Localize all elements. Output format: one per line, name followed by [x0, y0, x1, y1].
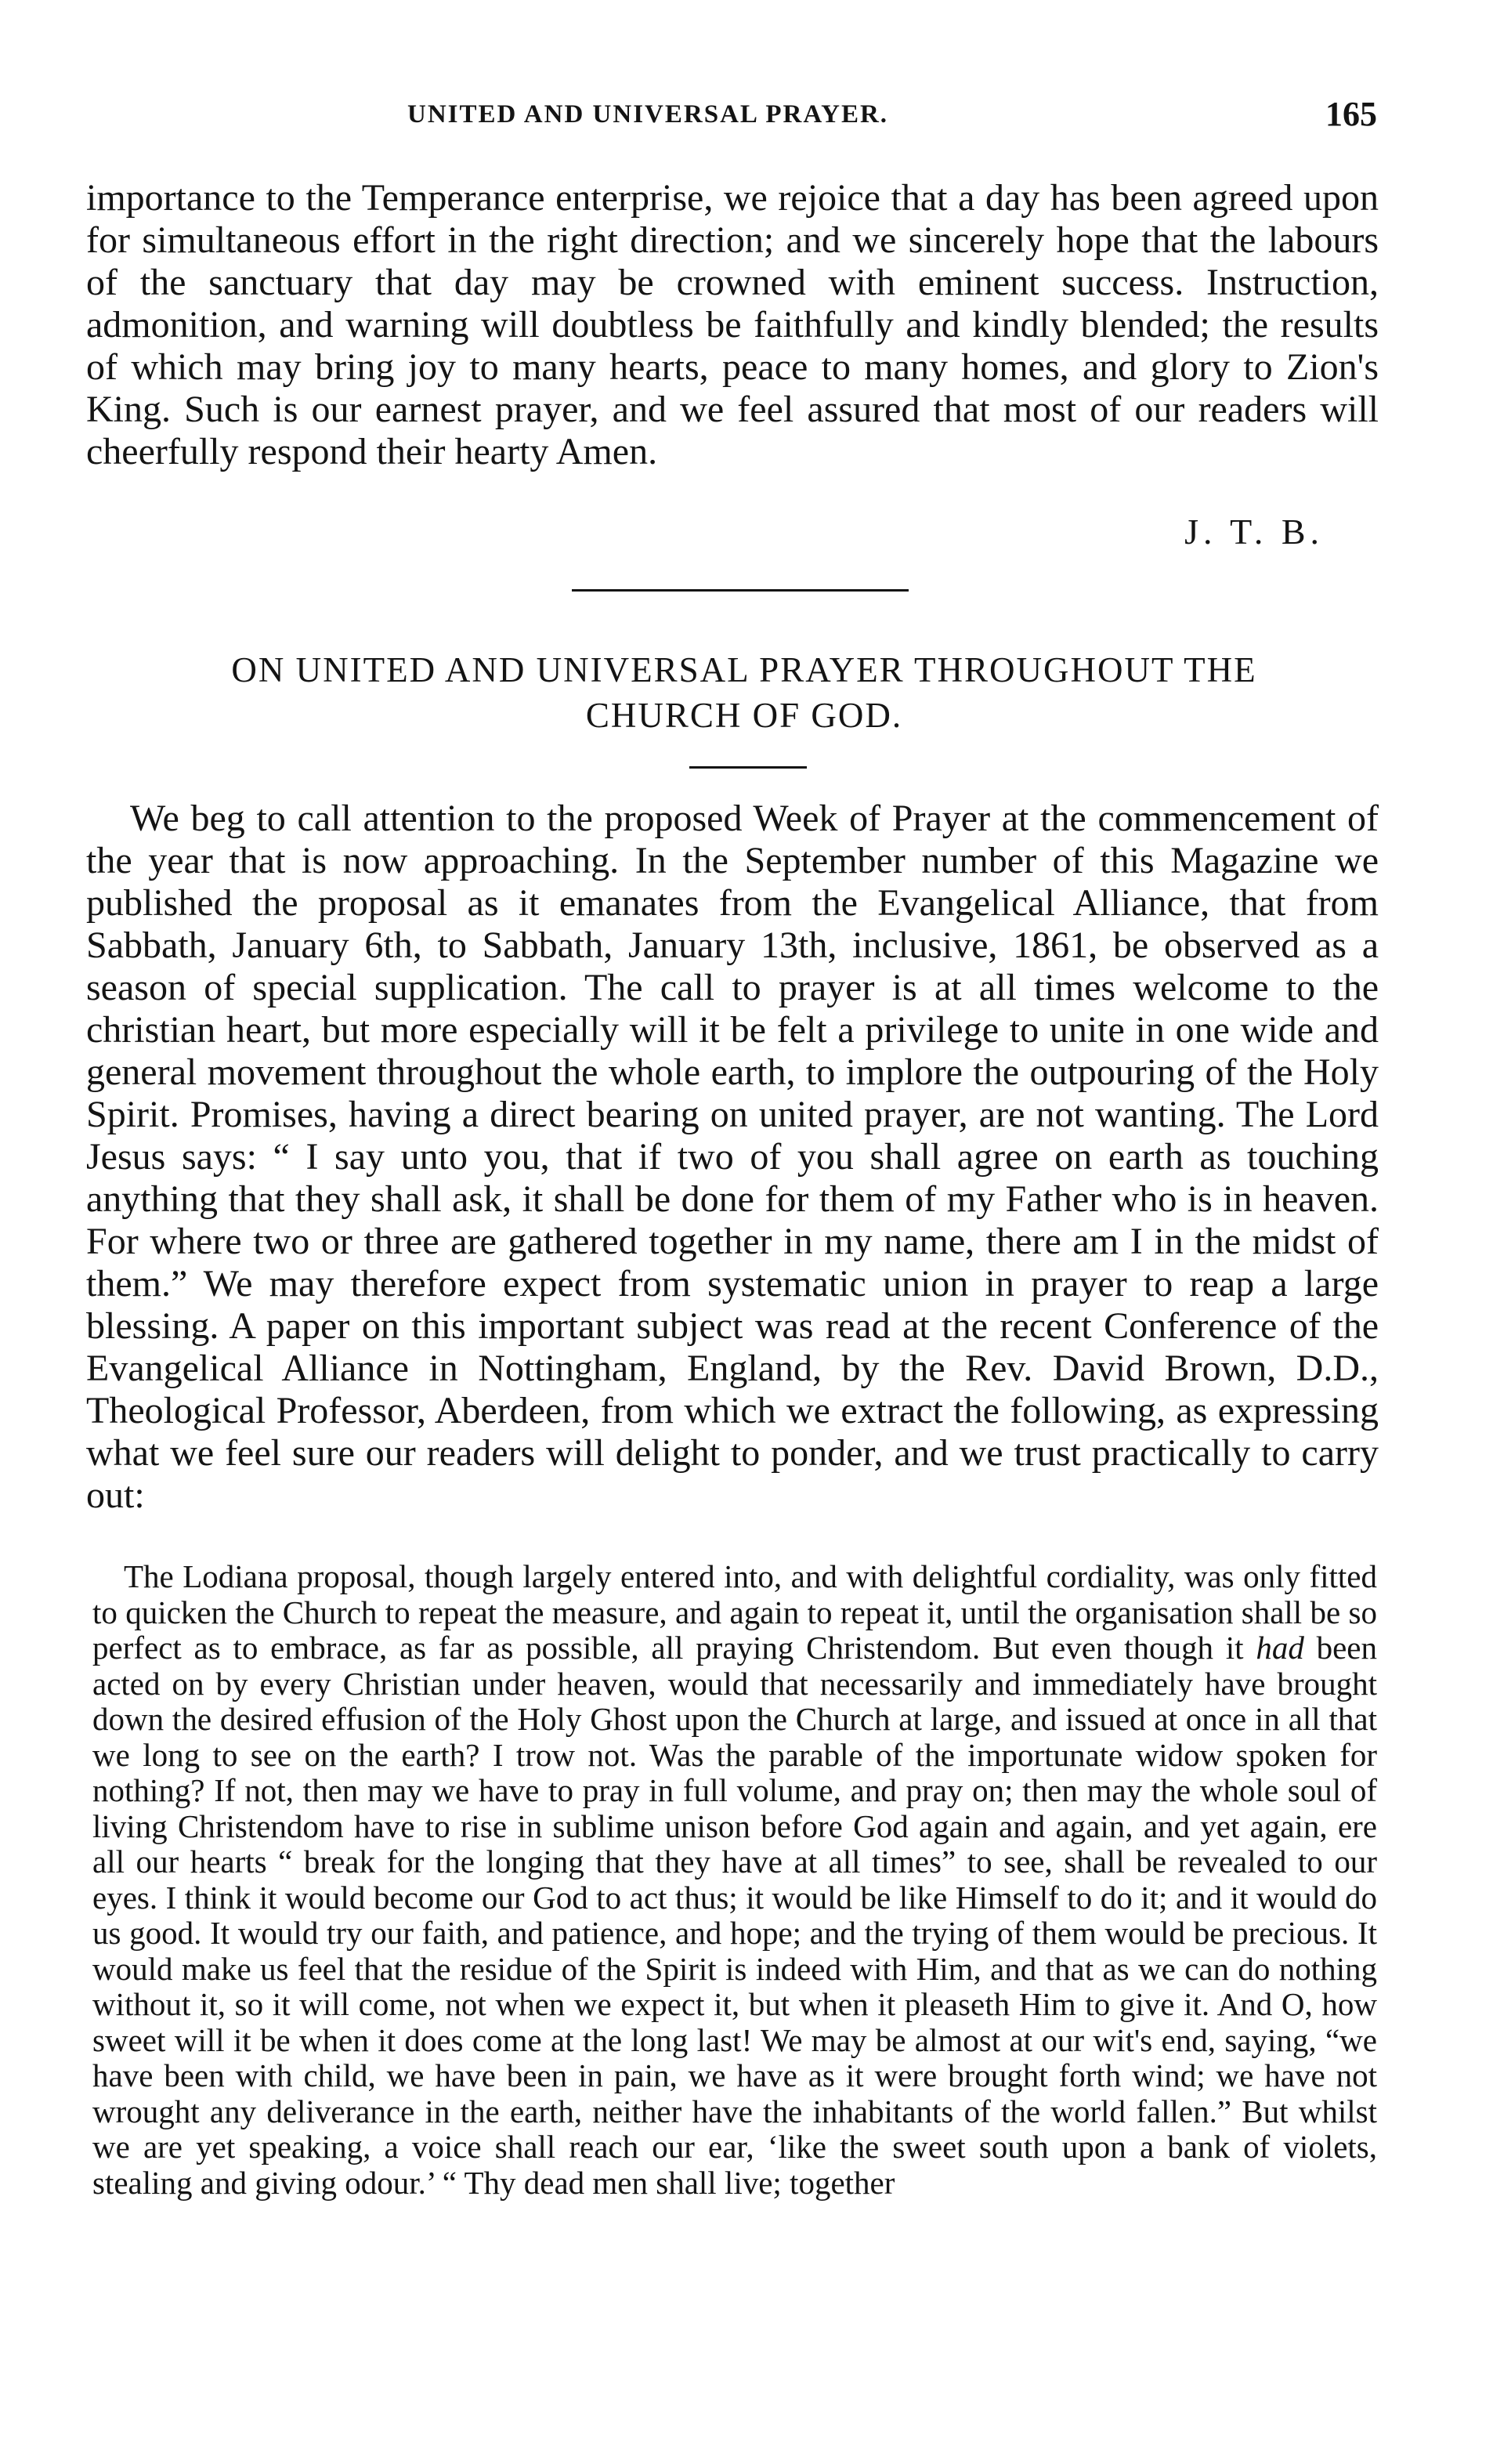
- previous-article-ending: [86, 177, 1379, 473]
- quote-text-1: The Lodiana proposal, though largely entered into, and with delightful cordiality, was only fitted to quicken the Church to repeat the measure, and again to repeat it, until the organisation shall be so perfect as to embrace, as far as possible, all praying Christendom. But even though it: [92, 1558, 1377, 1666]
- title-underline: [689, 766, 807, 769]
- article-title-line-1: ON UNITED AND UNIVERSAL PRAYER THROUGHOUT THE: [231, 650, 1257, 689]
- block-quote: [92, 1559, 1377, 2201]
- article-intro: [86, 798, 1379, 1517]
- author-signature: J. T. B.: [1184, 512, 1324, 552]
- intro-paragraph: We beg to call attention to the proposed Week of Prayer at the commencement of the year that is now approaching. In the September number of this Magazine we published the proposal as it emanates from the Evangelical Alliance, that from Sabbath, January 6th, to Sabbath, January 13th, inclusive, 1861, be observed as a season of special supplication. The call to prayer is at all times welcome to the christian heart, but more especially will it be felt a privilege to unite in one wide and general movement throughout the whole earth, to implore the outpouring of the Holy Spirit. Promises, having a direct bearing on united prayer, are not wanting. The Lord Jesus says: “ I say unto you, that if two of you shall agree on earth as touching anything that they shall ask, it shall be done for them of my Father who is in heaven. For where two or three are gathered together in my name, there am I in the midst of them.” We may therefore expect from systematic union in prayer to reap a large blessing. A paper on this important subject was read at the recent Conference of the Evangelical Alliance in Nottingham, England, by the Rev. David Brown, D.D., Theological Professor, Aberdeen, from which we extract the following, as expressing what we feel sure our readers will delight to ponder, and we trust practically to carry out:: [86, 798, 1379, 1516]
- previous-article-paragraph: importance to the Temperance enterprise, we rejoice that a day has been agreed upon for simultaneous effort in the right direction; and we sincerely hope that the labours of the sanctuary that day may be crowned with eminent success. Instruction, admonition, and warning will doubtless be faithfully and kindly blended; the results of which may bring joy to many hearts, peace to many homes, and glory to Zion's King. Such is our earnest prayer, and we feel assured that most of our readers will cheerfully respond their hearty Amen.: [86, 177, 1379, 472]
- page-number: 165: [1325, 95, 1377, 133]
- article-title: [110, 647, 1379, 738]
- quote-paragraph: [92, 1559, 1377, 2201]
- running-head: UNITED AND UNIVERSAL PRAYER.: [407, 100, 889, 128]
- quote-emphasis: had: [1256, 1630, 1304, 1666]
- section-divider: [572, 589, 909, 592]
- quote-text-2: been acted on by every Christian under heaven, would that necessarily and immediately have brought down the desired effusion of the Holy Ghost upon the Church at large, and issued at once in all that we long to see on the earth? I trow not. Was the parable of the importunate widow spoken for nothing? If not, then may we have to pray in full volume, and pray on; then may the whole soul of living Christendom have to rise in sublime unison before God again and again, and yet again, ere all our hearts “ break for the longing that they have at all times” to see, shall be revealed to our eyes. I think it would become our God to act thus; it would be like Himself to do it; and it would do us good. It would try our faith, and patience, and hope; and the trying of them would be precious. It would make us feel that the residue of the Spirit is indeed with Him, and that as we can do nothing without it, so it will come, not when we expect it, but when it pleaseth Him to give it. And O, how sweet will it be when it does come at the long last! We may be almost at our wit's end, saying, “we have been with child, we have been in pain, we have as it were brought forth wind; we have not wrought any deliverance in the earth, neither have the inhabitants of the world fallen.” But whilst we are yet speaking, a voice shall reach our ear, ‘like the sweet south upon a bank of violets, stealing and giving odour.’ “ Thy dead men shall live; together: [92, 1630, 1378, 2201]
- article-title-line-2: CHURCH OF GOD.: [585, 696, 903, 735]
